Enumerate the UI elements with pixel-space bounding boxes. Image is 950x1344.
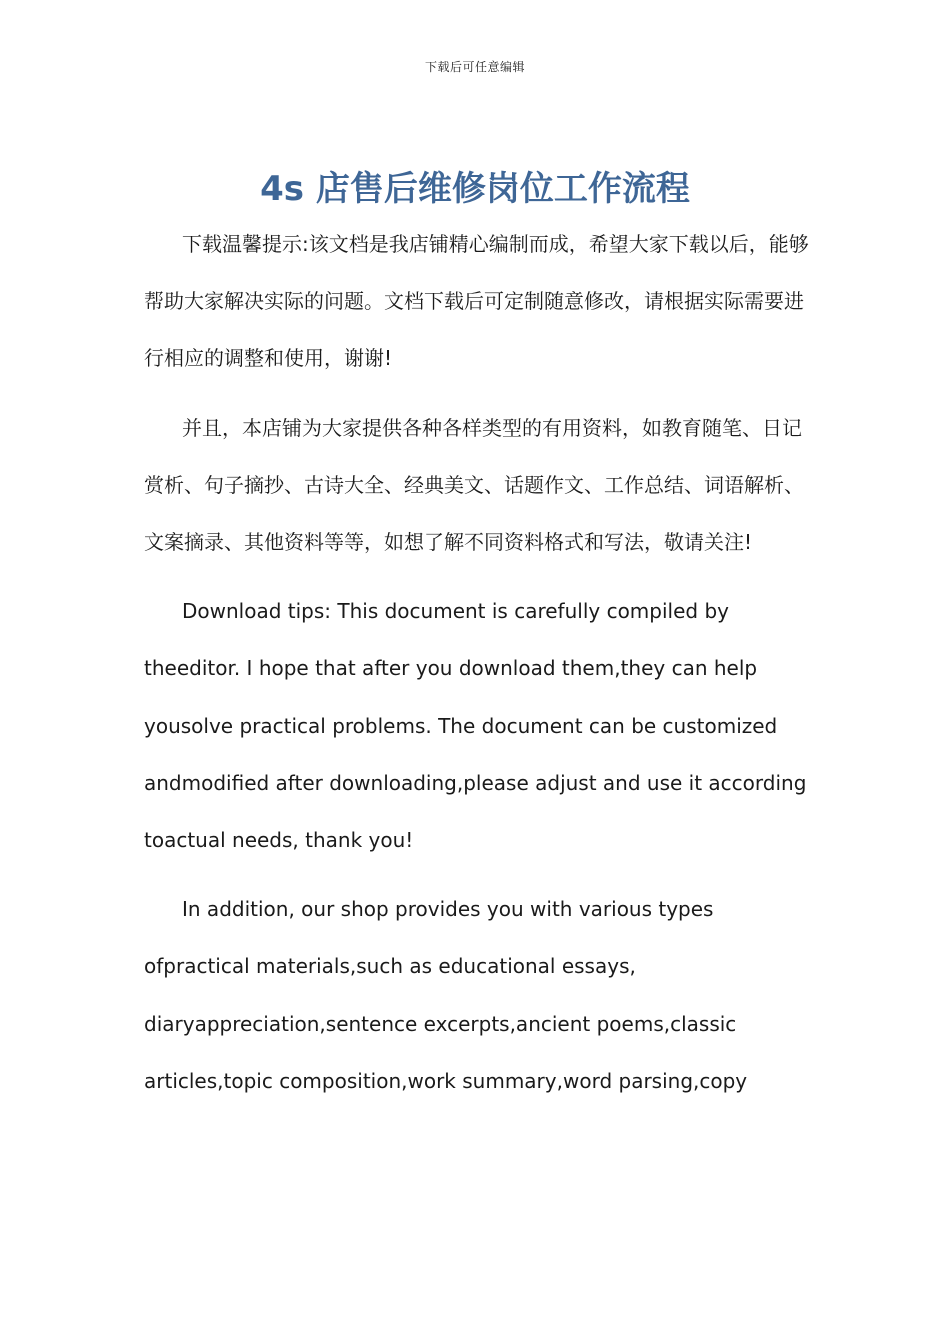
paragraph-download-tip-en: Download tips: This document is carefully compiled by theeditor. I hope that after you download them,they can help yousolve practical problems. The document can be customized andmodified after downloading,please adjust and use it according toactual needs, thank you! — [144, 599, 807, 853]
paragraph-resources-cn: 并且，本店铺为大家提供各种各样类型的有用资料，如教育随笔、日记赏析、句子摘抄、古诗大全、经典美文、话题作文、工作总结、词语解析、文案摘录、其他资料等等，如想了解不同资料格式和写法，敬请关注! — [144, 415, 804, 555]
header-note: 下载后可任意编辑 — [424, 60, 525, 74]
paragraph-resources-en: In addition, our shop provides you with various types ofpractical materials,such as educational essays, diaryappreciation,sentence excerpts,ancient poems,classic articles,topic composition,work summary,word parsing,copy — [144, 897, 748, 1093]
document-title: 4s 店售后维修岗位工作流程 — [260, 169, 690, 209]
paragraph-download-tip-cn: 下载温馨提示:该文档是我店铺精心编制而成，希望大家下载以后，能够帮助大家解决实际的问题。文档下载后可定制随意修改，请根据实际需要进行相应的调整和使用，谢谢! — [144, 232, 809, 371]
document-body — [144, 216, 809, 1122]
